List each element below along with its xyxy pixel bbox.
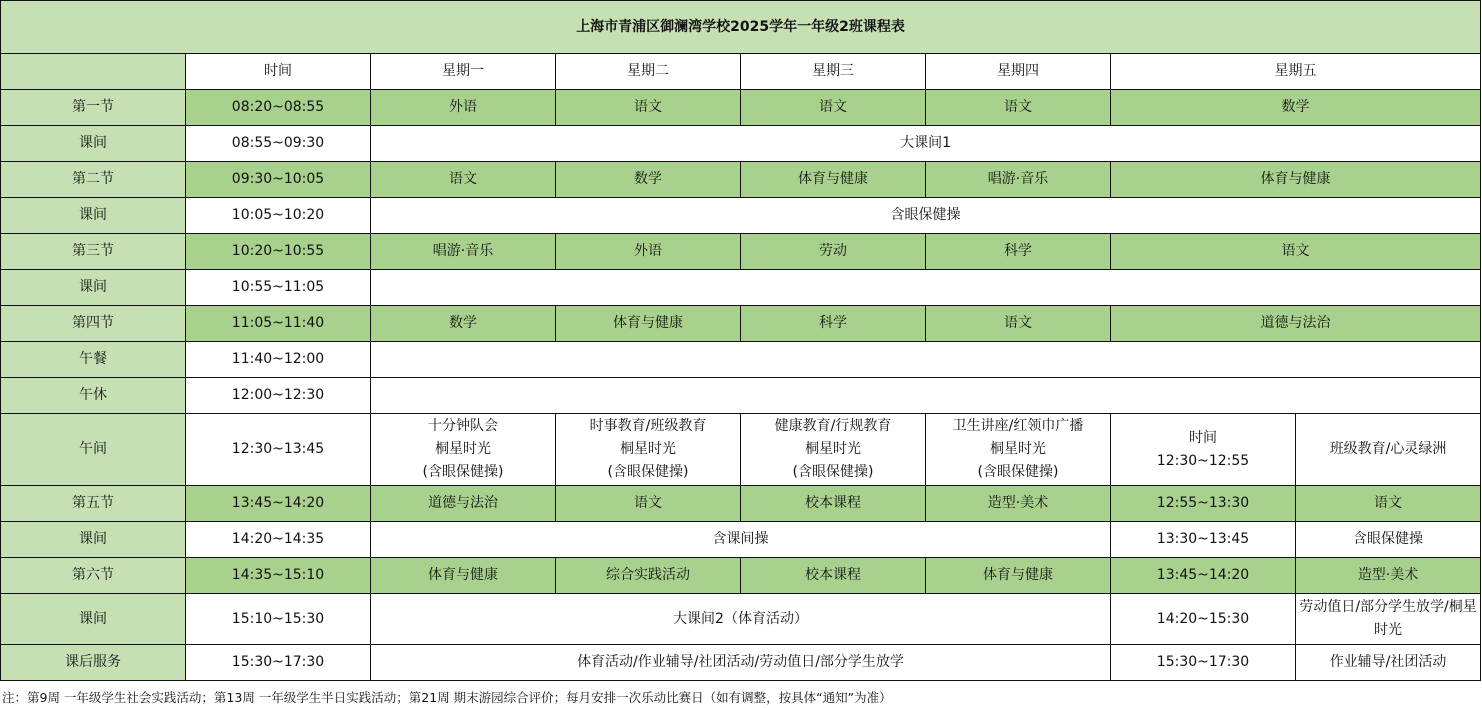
schedule-title: 上海市青浦区御澜湾学校2025学年一年级2班课程表 — [1, 1, 1481, 54]
noon-line: 12:30~12:55 — [1156, 452, 1250, 469]
row-time: 14:35~15:10 — [186, 558, 371, 594]
friday-time-cell: 14:20~15:30 — [1111, 594, 1296, 645]
row-label: 课间 — [1, 126, 186, 162]
friday-activity-cell: 劳动值日/部分学生放学/桐星时光 — [1296, 594, 1481, 645]
friday-activity-cell: 作业辅导/社团活动 — [1296, 645, 1481, 681]
row-time: 15:10~15:30 — [186, 594, 371, 645]
tuesday-cell: 语文 — [556, 90, 741, 126]
thursday-cell: 造型·美术 — [926, 486, 1111, 522]
noon-line: 桐星时光 — [435, 441, 491, 457]
period-5-row — [1, 486, 1481, 522]
row-time: 11:40~12:00 — [186, 342, 371, 378]
break-3-row — [1, 270, 1481, 306]
noon-line: 时事教育/班级教育 — [589, 418, 707, 434]
row-time: 14:20~14:35 — [186, 522, 371, 558]
noon-line: 健康教育/行规教育 — [774, 418, 892, 434]
wednesday-cell: 语文 — [741, 90, 926, 126]
friday-noon-activity: 班级教育/心灵绿洲 — [1296, 414, 1481, 486]
header-corner — [1, 54, 186, 90]
monday-cell: 体育与健康 — [371, 558, 556, 594]
break-1-row — [1, 126, 1481, 162]
friday-cell: 道德与法治 — [1111, 306, 1481, 342]
break-activity: 含眼保健操 — [371, 198, 1481, 234]
row-label: 第一节 — [1, 90, 186, 126]
header-tuesday: 星期二 — [556, 54, 741, 90]
friday-activity-cell: 含眼保健操 — [1296, 522, 1481, 558]
row-label: 第六节 — [1, 558, 186, 594]
monday-cell: 数学 — [371, 306, 556, 342]
friday-time-cell: 12:55~13:30 — [1111, 486, 1296, 522]
row-time: 13:45~14:20 — [186, 486, 371, 522]
row-time: 15:30~17:30 — [186, 645, 371, 681]
row-label: 课后服务 — [1, 645, 186, 681]
break-activity: 大课间1 — [371, 126, 1481, 162]
noon-row — [1, 414, 1481, 486]
row-time: 08:20~08:55 — [186, 90, 371, 126]
friday-time-cell: 15:30~17:30 — [1111, 645, 1296, 681]
thursday-cell: 唱游·音乐 — [926, 162, 1111, 198]
period-3-row — [1, 234, 1481, 270]
thursday-cell: 语文 — [926, 90, 1111, 126]
row-label: 第五节 — [1, 486, 186, 522]
tuesday-cell: 语文 — [556, 486, 741, 522]
wednesday-cell: 校本课程 — [741, 558, 926, 594]
after-school-activity: 体育活动/作业辅导/社团活动/劳动值日/部分学生放学 — [371, 645, 1111, 681]
header-wednesday: 星期三 — [741, 54, 926, 90]
break-activity: 大课间2（体育活动） — [371, 594, 1111, 645]
header-monday: 星期一 — [371, 54, 556, 90]
noon-line: 卫生讲座/红领巾广播 — [952, 418, 1084, 434]
tuesday-noon-cell — [556, 414, 741, 486]
after-school-row — [1, 645, 1481, 681]
noon-line: 桐星时光 — [805, 441, 861, 457]
footnote: 注：第9周 一年级学生社会实践活动；第13周 一年级学生半日实践活动；第21周 期末游园综合评价；每月安排一次乐动比赛日（如有调整，按具体“通知”为准） — [2, 690, 892, 705]
friday-cell: 语文 — [1111, 234, 1481, 270]
break-activity: 含课间操 — [371, 522, 1111, 558]
friday-time-cell: 13:45~14:20 — [1111, 558, 1296, 594]
row-label: 午餐 — [1, 342, 186, 378]
rest-activity — [371, 378, 1481, 414]
row-label: 第三节 — [1, 234, 186, 270]
noon-line: (含眼保健操) — [422, 464, 504, 480]
row-time: 12:30~13:45 — [186, 414, 371, 486]
break-6-row — [1, 594, 1481, 645]
row-label: 课间 — [1, 522, 186, 558]
header-time: 时间 — [186, 54, 371, 90]
thursday-noon-cell — [926, 414, 1111, 486]
noon-line: 时间 — [1189, 429, 1217, 446]
row-time: 11:05~11:40 — [186, 306, 371, 342]
noon-line: (含眼保健操) — [607, 464, 689, 480]
tuesday-cell: 综合实践活动 — [556, 558, 741, 594]
tuesday-cell: 外语 — [556, 234, 741, 270]
row-label: 课间 — [1, 594, 186, 645]
thursday-cell: 科学 — [926, 234, 1111, 270]
row-label: 第四节 — [1, 306, 186, 342]
wednesday-cell: 劳动 — [741, 234, 926, 270]
row-label: 第二节 — [1, 162, 186, 198]
header-thursday: 星期四 — [926, 54, 1111, 90]
row-time: 09:30~10:05 — [186, 162, 371, 198]
row-time: 10:55~11:05 — [186, 270, 371, 306]
noon-line: (含眼保健操) — [792, 464, 874, 480]
row-time: 08:55~09:30 — [186, 126, 371, 162]
break-activity — [371, 270, 1481, 306]
rest-row — [1, 378, 1481, 414]
friday-cell: 数学 — [1111, 90, 1481, 126]
friday-activity-cell: 造型·美术 — [1296, 558, 1481, 594]
row-label: 午休 — [1, 378, 186, 414]
friday-cell: 体育与健康 — [1111, 162, 1481, 198]
wednesday-cell: 科学 — [741, 306, 926, 342]
noon-line: (含眼保健操) — [977, 464, 1059, 480]
noon-line: 桐星时光 — [620, 441, 676, 457]
wednesday-cell: 体育与健康 — [741, 162, 926, 198]
row-label: 午间 — [1, 414, 186, 486]
tuesday-cell: 数学 — [556, 162, 741, 198]
tuesday-cell: 体育与健康 — [556, 306, 741, 342]
wednesday-noon-cell — [741, 414, 926, 486]
monday-noon-cell — [371, 414, 556, 486]
break-5-row — [1, 522, 1481, 558]
break-2-row — [1, 198, 1481, 234]
header-friday: 星期五 — [1111, 54, 1481, 90]
row-label: 课间 — [1, 270, 186, 306]
friday-activity-cell: 语文 — [1296, 486, 1481, 522]
wednesday-cell: 校本课程 — [741, 486, 926, 522]
period-1-row — [1, 90, 1481, 126]
monday-cell: 语文 — [371, 162, 556, 198]
friday-time-cell: 13:30~13:45 — [1111, 522, 1296, 558]
period-2-row — [1, 162, 1481, 198]
row-label: 课间 — [1, 198, 186, 234]
lunch-row — [1, 342, 1481, 378]
row-time: 12:00~12:30 — [186, 378, 371, 414]
period-4-row — [1, 306, 1481, 342]
monday-cell: 唱游·音乐 — [371, 234, 556, 270]
noon-line: 桐星时光 — [990, 441, 1046, 457]
friday-noon-time-cell — [1111, 414, 1296, 486]
monday-cell: 外语 — [371, 90, 556, 126]
monday-cell: 道德与法治 — [371, 486, 556, 522]
thursday-cell: 语文 — [926, 306, 1111, 342]
row-time: 10:20~10:55 — [186, 234, 371, 270]
noon-line: 十分钟队会 — [428, 418, 498, 434]
row-time: 10:05~10:20 — [186, 198, 371, 234]
period-6-row — [1, 558, 1481, 594]
thursday-cell: 体育与健康 — [926, 558, 1111, 594]
lunch-activity — [371, 342, 1481, 378]
